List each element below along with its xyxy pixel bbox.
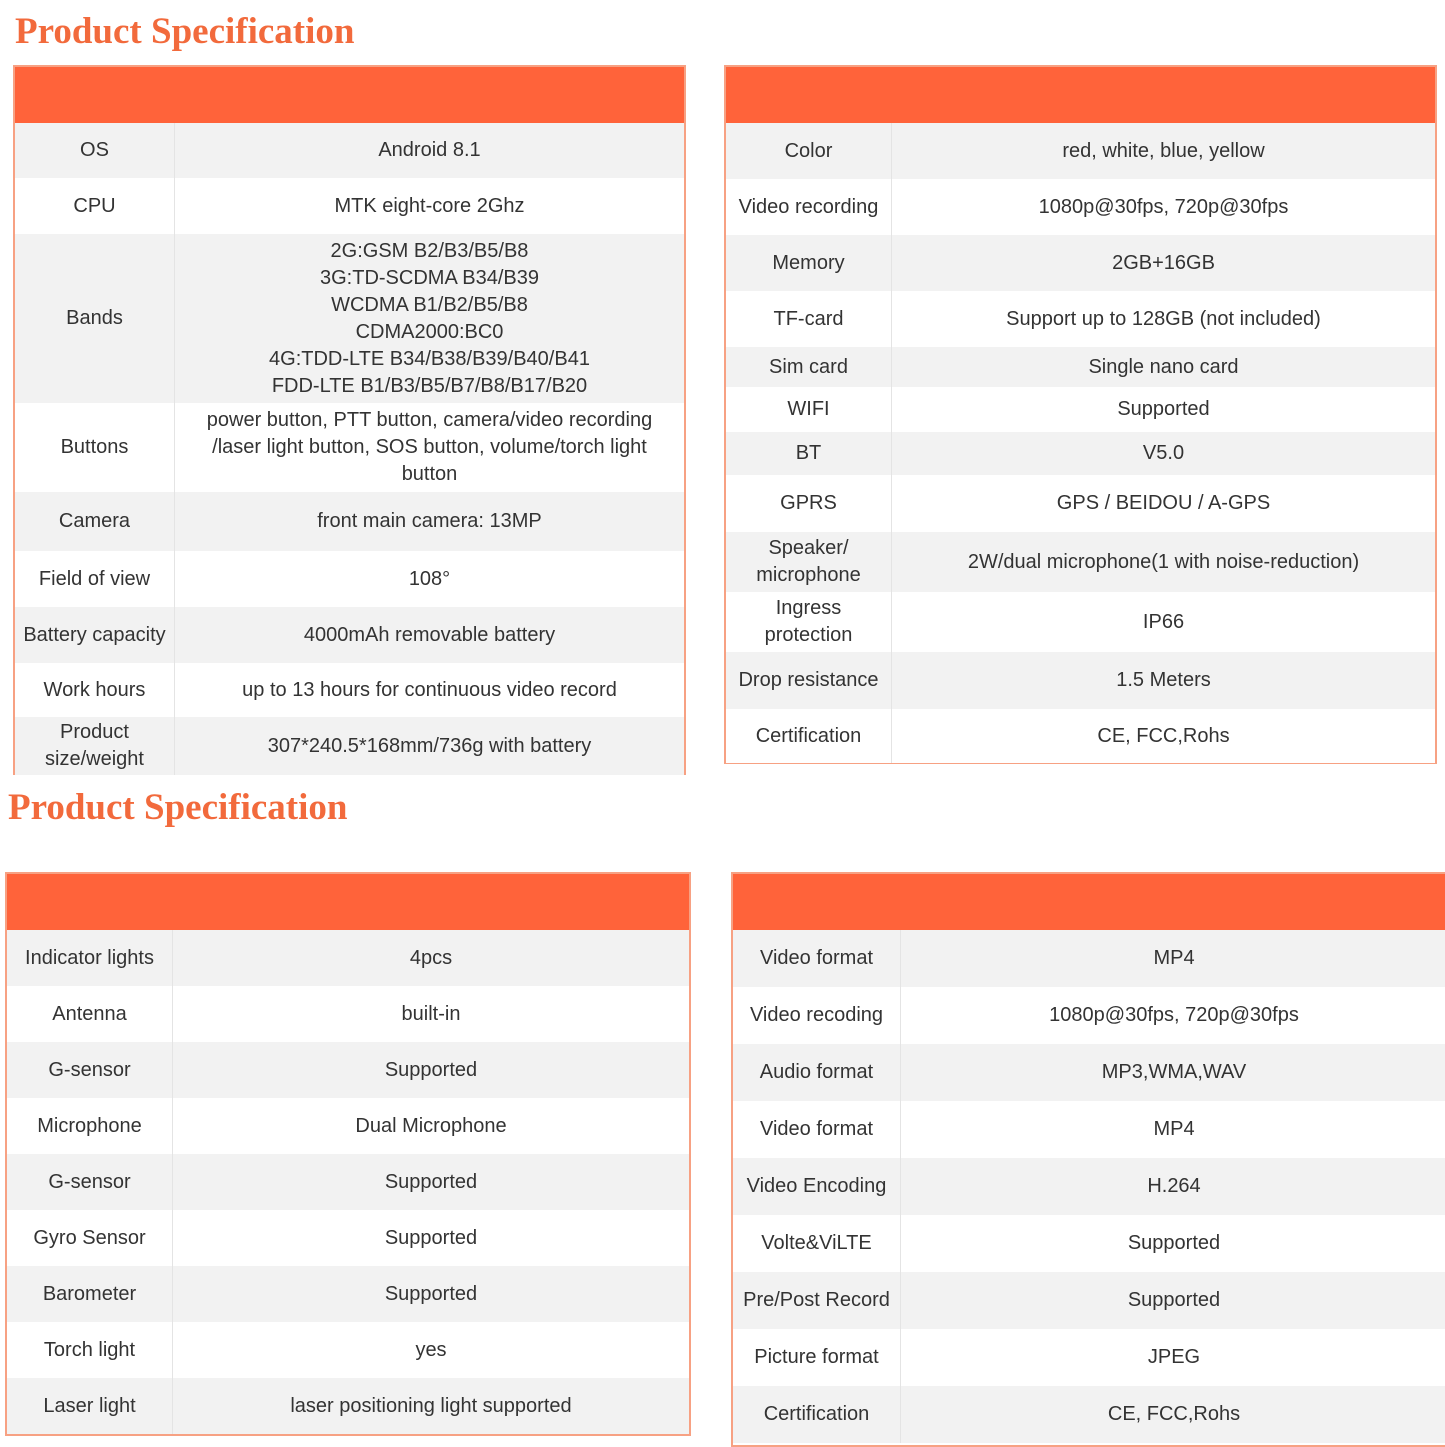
spec-value: yes	[415, 1338, 447, 1361]
page-title: Product Specification	[8, 787, 348, 828]
spec-value: 2GB+16GB	[1112, 251, 1215, 274]
table-row	[726, 709, 1435, 763]
spec-label: G-sensor	[7, 1042, 173, 1098]
table-header	[15, 67, 684, 123]
spec-table-4	[731, 872, 1445, 1447]
table-row	[726, 347, 1435, 387]
spec-label: Camera	[15, 492, 175, 551]
spec-value: CE, FCC,Rohs	[1097, 724, 1230, 747]
spec-value: front main camera: 13MP	[317, 510, 542, 532]
spec-value: MP3,WMA,WAV	[1101, 1061, 1247, 1083]
spec-label: Field of view	[15, 551, 175, 607]
spec-value: laser positioning light supported	[290, 1394, 572, 1417]
table-row	[726, 123, 1435, 179]
spec-label: Memory	[726, 235, 892, 291]
spec-label: Picture format	[733, 1329, 901, 1386]
spec-table-1	[13, 65, 686, 775]
table-row	[7, 986, 689, 1042]
table-row	[733, 1158, 1445, 1215]
spec-value: red, white, blue, yellow	[1062, 139, 1265, 162]
spec-value: 4pcs	[409, 946, 453, 969]
table-header-cell	[726, 67, 892, 123]
page-title: Product Specification	[15, 11, 355, 52]
spec-label: TF-card	[726, 291, 892, 347]
spec-value: built-in	[401, 1002, 461, 1025]
spec-value: Supported	[1127, 1232, 1221, 1254]
table-row	[726, 179, 1435, 235]
table-header-cell	[15, 67, 175, 123]
table-row	[7, 930, 689, 986]
spec-value: GPS / BEIDOU / A-GPS	[1056, 492, 1271, 514]
spec-label: OS	[15, 123, 175, 178]
spec-label: BT	[726, 432, 892, 475]
spec-label: Gyro Sensor	[7, 1210, 173, 1266]
spec-label: Product size/weight	[15, 717, 175, 775]
table-row	[733, 930, 1445, 987]
spec-value: CE, FCC,Rohs	[1107, 1403, 1241, 1425]
table-row	[733, 1215, 1445, 1272]
table-row	[726, 475, 1435, 532]
table-row	[726, 532, 1435, 592]
spec-table-3	[5, 872, 691, 1436]
table-row	[733, 1044, 1445, 1101]
spec-value: MTK eight-core 2Ghz	[334, 194, 525, 217]
spec-label: Volte&ViLTE	[733, 1215, 901, 1272]
spec-label: Bands	[15, 234, 175, 403]
spec-label: Battery capacity	[15, 607, 175, 663]
table-row	[15, 492, 684, 551]
table-header	[733, 874, 1445, 930]
table-row	[726, 592, 1435, 652]
table-row	[15, 607, 684, 663]
table-row	[15, 178, 684, 234]
table-header-cell	[7, 874, 173, 930]
spec-value: 1080p@30fps, 720p@30fps	[1049, 1004, 1299, 1026]
spec-label: Drop resistance	[726, 652, 892, 709]
spec-label: Video recoding	[733, 987, 901, 1044]
spec-label: Video Encoding	[733, 1158, 901, 1215]
spec-value: 307*240.5*168mm/736g with battery	[267, 734, 592, 757]
spec-value: MP4	[1153, 947, 1195, 969]
spec-value: Supported	[384, 1170, 478, 1193]
spec-label: Laser light	[7, 1378, 173, 1434]
spec-value: Supported	[384, 1282, 478, 1305]
table-row	[726, 235, 1435, 291]
table-row	[733, 1101, 1445, 1158]
spec-label: Video format	[733, 930, 901, 987]
spec-value: Dual Microphone	[355, 1114, 507, 1137]
spec-value: V5.0	[1142, 442, 1185, 464]
table-row	[7, 1210, 689, 1266]
spec-label: Ingress protection	[726, 592, 892, 652]
spec-value: 2W/dual microphone(1 with noise-reduction)	[967, 550, 1360, 573]
spec-value: Android 8.1	[378, 139, 481, 161]
table-row	[7, 1266, 689, 1322]
spec-label: Barometer	[7, 1266, 173, 1322]
spec-label: Torch light	[7, 1322, 173, 1378]
spec-label: Indicator lights	[7, 930, 173, 986]
table-row	[7, 1378, 689, 1434]
spec-table-2	[724, 65, 1437, 764]
table-row	[733, 1272, 1445, 1329]
spec-label: Antenna	[7, 986, 173, 1042]
table-row	[7, 1322, 689, 1378]
spec-value: up to 13 hours for continuous video record	[242, 678, 617, 701]
spec-value: H.264	[1147, 1175, 1201, 1197]
table-row	[733, 1329, 1445, 1386]
spec-value: Supported	[384, 1058, 478, 1081]
spec-value: Supported	[1117, 398, 1210, 420]
spec-value: Support up to 128GB (not included)	[1006, 307, 1321, 330]
table-row	[7, 1042, 689, 1098]
table-header	[7, 874, 689, 930]
table-row	[15, 234, 684, 403]
spec-label: Microphone	[7, 1098, 173, 1154]
table-header-cell	[892, 67, 1435, 123]
spec-label: Buttons	[15, 403, 175, 492]
spec-value: 1.5 Meters	[1116, 669, 1211, 691]
table-row	[15, 403, 684, 492]
spec-value: 4000mAh removable battery	[303, 623, 556, 646]
spec-label: Sim card	[726, 347, 892, 387]
spec-value: Single nano card	[1088, 355, 1239, 378]
table-row	[726, 432, 1435, 475]
spec-label: Pre/Post Record	[733, 1272, 901, 1329]
spec-label: WIFI	[726, 387, 892, 432]
table-row	[15, 717, 684, 775]
table-header-cell	[733, 874, 901, 930]
table-row	[15, 123, 684, 178]
table-row	[733, 1386, 1445, 1443]
table-row	[733, 987, 1445, 1044]
spec-label: Color	[726, 123, 892, 179]
spec-value: 108°	[408, 567, 451, 590]
spec-label: G-sensor	[7, 1154, 173, 1210]
table-row	[726, 291, 1435, 347]
spec-value: MP4	[1153, 1118, 1195, 1140]
spec-value: JPEG	[1147, 1346, 1201, 1368]
table-header-cell	[173, 874, 689, 930]
spec-value: IP66	[1142, 610, 1185, 633]
table-row	[726, 387, 1435, 432]
spec-label: Video recording	[726, 179, 892, 235]
spec-value: Supported	[1127, 1289, 1221, 1311]
spec-label: Speaker/ microphone	[726, 532, 892, 592]
spec-value: Supported	[384, 1226, 478, 1249]
spec-label: Certification	[726, 709, 892, 763]
table-header	[726, 67, 1435, 123]
spec-label: CPU	[15, 178, 175, 234]
spec-label: Work hours	[15, 663, 175, 717]
spec-value: power button, PTT button, camera/video recording /laser light button, SOS button, volume/torch light button	[206, 409, 653, 485]
spec-label: Video format	[733, 1101, 901, 1158]
table-header-cell	[175, 67, 684, 123]
table-row	[726, 652, 1435, 709]
table-row	[7, 1154, 689, 1210]
spec-label: Audio format	[733, 1044, 901, 1101]
table-row	[15, 663, 684, 717]
spec-value: 2G:GSM B2/B3/B5/B8 3G:TD-SCDMA B34/B39 WCDMA B1/B2/B5/B8 CDMA2000:BC0 4G:TDD-LTE B34/B38/B39/B40/B41 FDD-LTE B1/B3/B5/B7/B8/B17/B20	[269, 239, 590, 397]
spec-label: GPRS	[726, 475, 892, 532]
table-row	[7, 1098, 689, 1154]
spec-value: 1080p@30fps, 720p@30fps	[1038, 195, 1289, 218]
spec-label: Certification	[733, 1386, 901, 1443]
table-row	[15, 551, 684, 607]
table-header-cell	[901, 874, 1445, 930]
